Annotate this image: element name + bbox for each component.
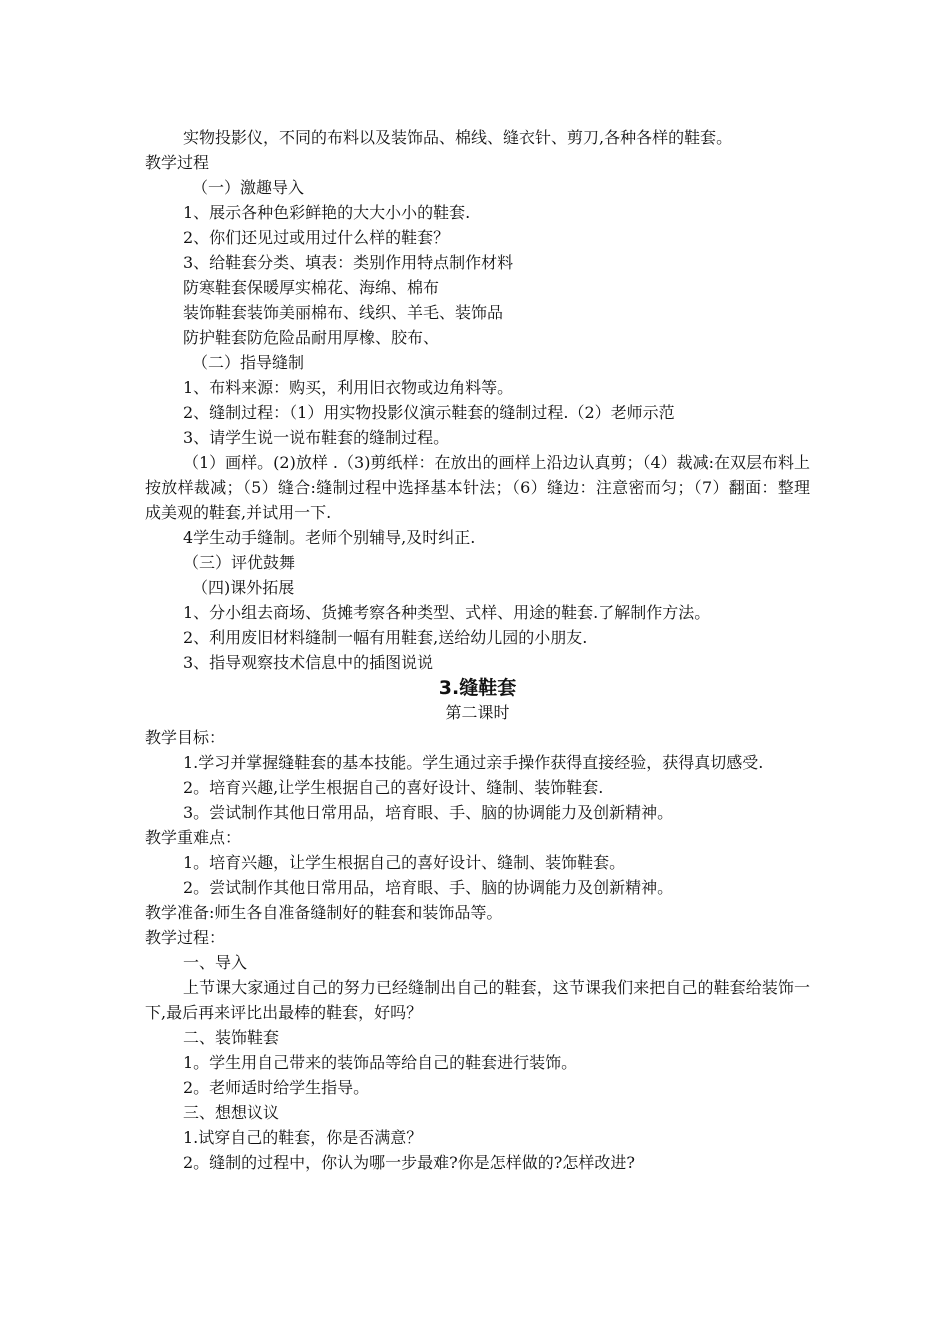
materials-paragraph: 实物投影仪，不同的布料以及装饰品、棉线、缝衣针、剪刀,各种各样的鞋套。 (183, 128, 733, 147)
list-item: 2、利用废旧材料缝制一幅有用鞋套,送给幼儿园的小朋友. (183, 628, 588, 647)
section4-heading: （四)课外拓展 (192, 578, 295, 597)
list-item: 4学生动手缝制。老师个别辅导,及时纠正. (183, 528, 476, 547)
goal-item: 3。尝试制作其他日常用品，培育眼、手、脑的协调能力及创新精神。 (183, 803, 674, 822)
list-item: 1、展示各种色彩鲜艳的大大小小的鞋套. (183, 203, 471, 222)
list-item: 3、指导观察技术信息中的插图说说 (183, 653, 434, 672)
preparation-line: 教学准备:师生各自准备缝制好的鞋套和装饰品等。 (145, 903, 503, 922)
list-item: 1.试穿自己的鞋套，你是否满意？ (183, 1128, 423, 1147)
list-item: 2。缝制的过程中，你认为哪一步最难?你是怎样做的?怎样改进? (183, 1153, 635, 1172)
process-heading: 教学过程 (145, 153, 210, 172)
key-points-heading: 教学重难点： (145, 828, 242, 847)
step3-heading: 三、想想议议 (183, 1103, 280, 1122)
key-point-item: 2。尝试制作其他日常用品，培育眼、手、脑的协调能力及创新精神。 (183, 878, 674, 897)
section1-heading: （一）激趣导入 (192, 178, 305, 197)
goals-heading: 教学目标： (145, 728, 226, 747)
table-row: 装饰鞋套装饰美丽棉布、线织、羊毛、装饰品 (183, 303, 504, 322)
process-heading-2: 教学过程： (145, 928, 226, 947)
step2-heading: 二、装饰鞋套 (183, 1028, 280, 1047)
list-item: 1、布料来源：购买，利用旧衣物或边角料等。 (183, 378, 514, 397)
list-item: 2、你们还见过或用过什么样的鞋套？ (183, 228, 450, 247)
list-item: 1、分小组去商场、货摊考察各种类型、式样、用途的鞋套.了解制作方法。 (183, 603, 711, 622)
lesson-title: 3.缝鞋套 (438, 677, 517, 699)
step1-heading: 一、导入 (183, 953, 248, 972)
goal-item: 2。培育兴趣,让学生根据自己的喜好设计、缝制、装饰鞋套. (183, 778, 604, 797)
list-item: 3、请学生说一说布鞋套的缝制过程。 (183, 428, 450, 447)
table-row: 防护鞋套防危险品耐用厚橡、胶布、 (183, 328, 440, 347)
list-item: 2。老师适时给学生指导。 (183, 1078, 370, 1097)
document-body (145, 125, 810, 1175)
list-item: 1。学生用自己带来的装饰品等给自己的鞋套进行装饰。 (183, 1053, 578, 1072)
key-point-item: 1。培育兴趣，让学生根据自己的喜好设计、缝制、装饰鞋套。 (183, 853, 626, 872)
list-item: 3、给鞋套分类、填表：类别作用特点制作材料 (183, 253, 514, 272)
table-row: 防寒鞋套保暖厚实棉花、海绵、棉布 (183, 278, 440, 297)
lesson-subtitle: 第二课时 (445, 703, 510, 722)
section2-heading: （二）指导缝制 (192, 353, 305, 372)
section3-heading: （三）评优鼓舞 (183, 553, 296, 572)
steps-paragraph: （1）画样。(2)放样 .（3)剪纸样：在放出的画样上沿边认真剪；（4）裁减:在双层布料上按放样裁减；（5）缝合:缝制过程中选择基本针法；（6）缝边：注意密而匀；（7）翻面：整理成美观的鞋套,并试用一下. (145, 453, 811, 522)
list-item: 2、缝制过程：（1）用实物投影仪演示鞋套的缝制过程.（2）老师示范 (183, 403, 675, 422)
step1-paragraph: 上节课大家通过自己的努力已经缝制出自己的鞋套，这节课我们来把自己的鞋套给装饰一下,最后再来评比出最棒的鞋套，好吗？ (145, 978, 810, 1022)
goal-item: 1.学习并掌握缝鞋套的基本技能。学生通过亲手操作获得直接经验，获得真切感受. (183, 753, 764, 772)
